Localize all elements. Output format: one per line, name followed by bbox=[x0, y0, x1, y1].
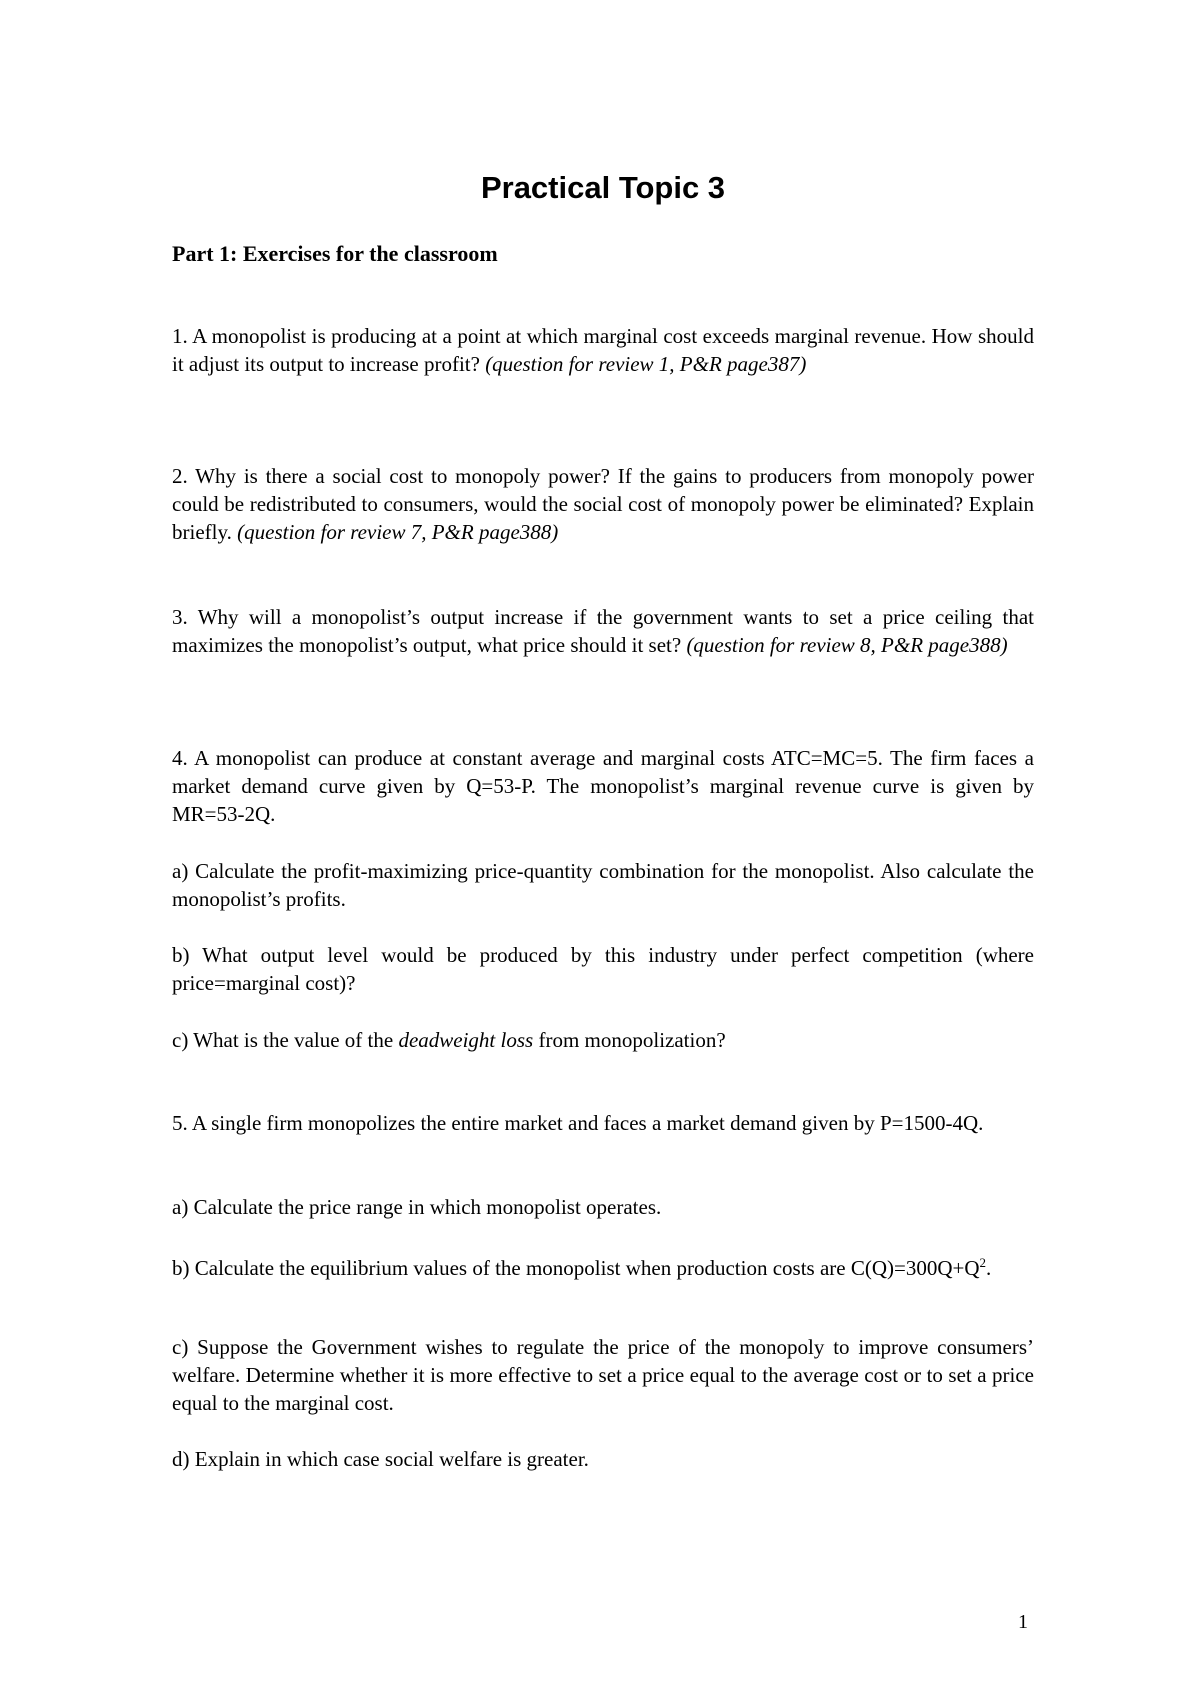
question-5-part-c bbox=[172, 1333, 1034, 1417]
question-4-part-a bbox=[172, 857, 1034, 913]
question-3 bbox=[172, 603, 1034, 659]
question-5-part-a bbox=[172, 1193, 1034, 1221]
question-2 bbox=[172, 462, 1034, 546]
question-1-body: 1. A monopolist is producing at a point at which marginal cost exceeds marginal revenue. How should it adjust its output to increase profit? bbox=[172, 324, 1034, 376]
question-2-text bbox=[172, 462, 1034, 546]
question-5c-text: c) Suppose the Government wishes to regulate the price of the monopoly to improve consumers’ welfare. Determine whether it is more effective to set a price equal to the average cost or to set a price equal to the marginal cost. bbox=[172, 1335, 1034, 1415]
question-5-intro: 5. A single firm monopolizes the entire market and faces a market demand given by P=1500-4Q. bbox=[172, 1111, 984, 1135]
question-5b-pre: b) Calculate the equilibrium values of the monopolist when production costs are C(Q)=300Q+Q bbox=[172, 1256, 980, 1280]
question-4b-text: b) What output level would be produced by this industry under perfect competition (where price=marginal cost)? bbox=[172, 943, 1034, 995]
question-5 bbox=[172, 1109, 1034, 1137]
question-5b-superscript: 2 bbox=[979, 1255, 987, 1270]
question-2-body: 2. Why is there a social cost to monopoly power? If the gains to producers from monopoly power could be redistributed to consumers, would the social cost of monopoly power be eliminated? Explain briefly. bbox=[172, 464, 1034, 544]
question-5-part-b bbox=[172, 1249, 1034, 1282]
question-4-intro: 4. A monopolist can produce at constant average and marginal costs ATC=MC=5. The firm faces a market demand curve given by Q=53-P. The monopolist’s marginal revenue curve is given by MR=53-2Q. bbox=[172, 746, 1034, 826]
question-3-body: 3. Why will a monopolist’s output increase if the government wants to set a price ceiling that maximizes the monopolist’s output, what price should it set? bbox=[172, 605, 1034, 657]
question-4-part-b bbox=[172, 941, 1034, 997]
question-5-part-d bbox=[172, 1445, 1034, 1473]
question-4c-pre: c) What is the value of the bbox=[172, 1028, 399, 1052]
part-1-heading: Part 1: Exercises for the classroom bbox=[172, 241, 498, 266]
question-4c-text bbox=[172, 1026, 1034, 1054]
question-3-reference: (question for review 8, P&R page388) bbox=[686, 633, 1008, 657]
question-4-part-c bbox=[172, 1026, 1034, 1054]
question-5d-text: d) Explain in which case social welfare is greater. bbox=[172, 1447, 589, 1471]
question-4c-emphasis: deadweight loss bbox=[398, 1028, 534, 1052]
question-5b-post: . bbox=[986, 1256, 992, 1280]
question-1-reference: (question for review 1, P&R page387) bbox=[485, 352, 807, 376]
question-2-reference: (question for review 7, P&R page388) bbox=[237, 520, 559, 544]
question-1-text bbox=[172, 322, 1034, 378]
question-5b-text bbox=[172, 1249, 1034, 1282]
page-number: 1 bbox=[1018, 1611, 1028, 1633]
question-4 bbox=[172, 744, 1034, 828]
page-title: Practical Topic 3 bbox=[480, 170, 726, 205]
question-3-text bbox=[172, 603, 1034, 659]
question-5a-text: a) Calculate the price range in which monopolist operates. bbox=[172, 1195, 662, 1219]
question-4a-text: a) Calculate the profit-maximizing price-quantity combination for the monopolist. Also calculate the monopolist’s profits. bbox=[172, 859, 1034, 911]
question-1 bbox=[172, 322, 1034, 378]
question-4c-post: from monopolization? bbox=[533, 1028, 726, 1052]
